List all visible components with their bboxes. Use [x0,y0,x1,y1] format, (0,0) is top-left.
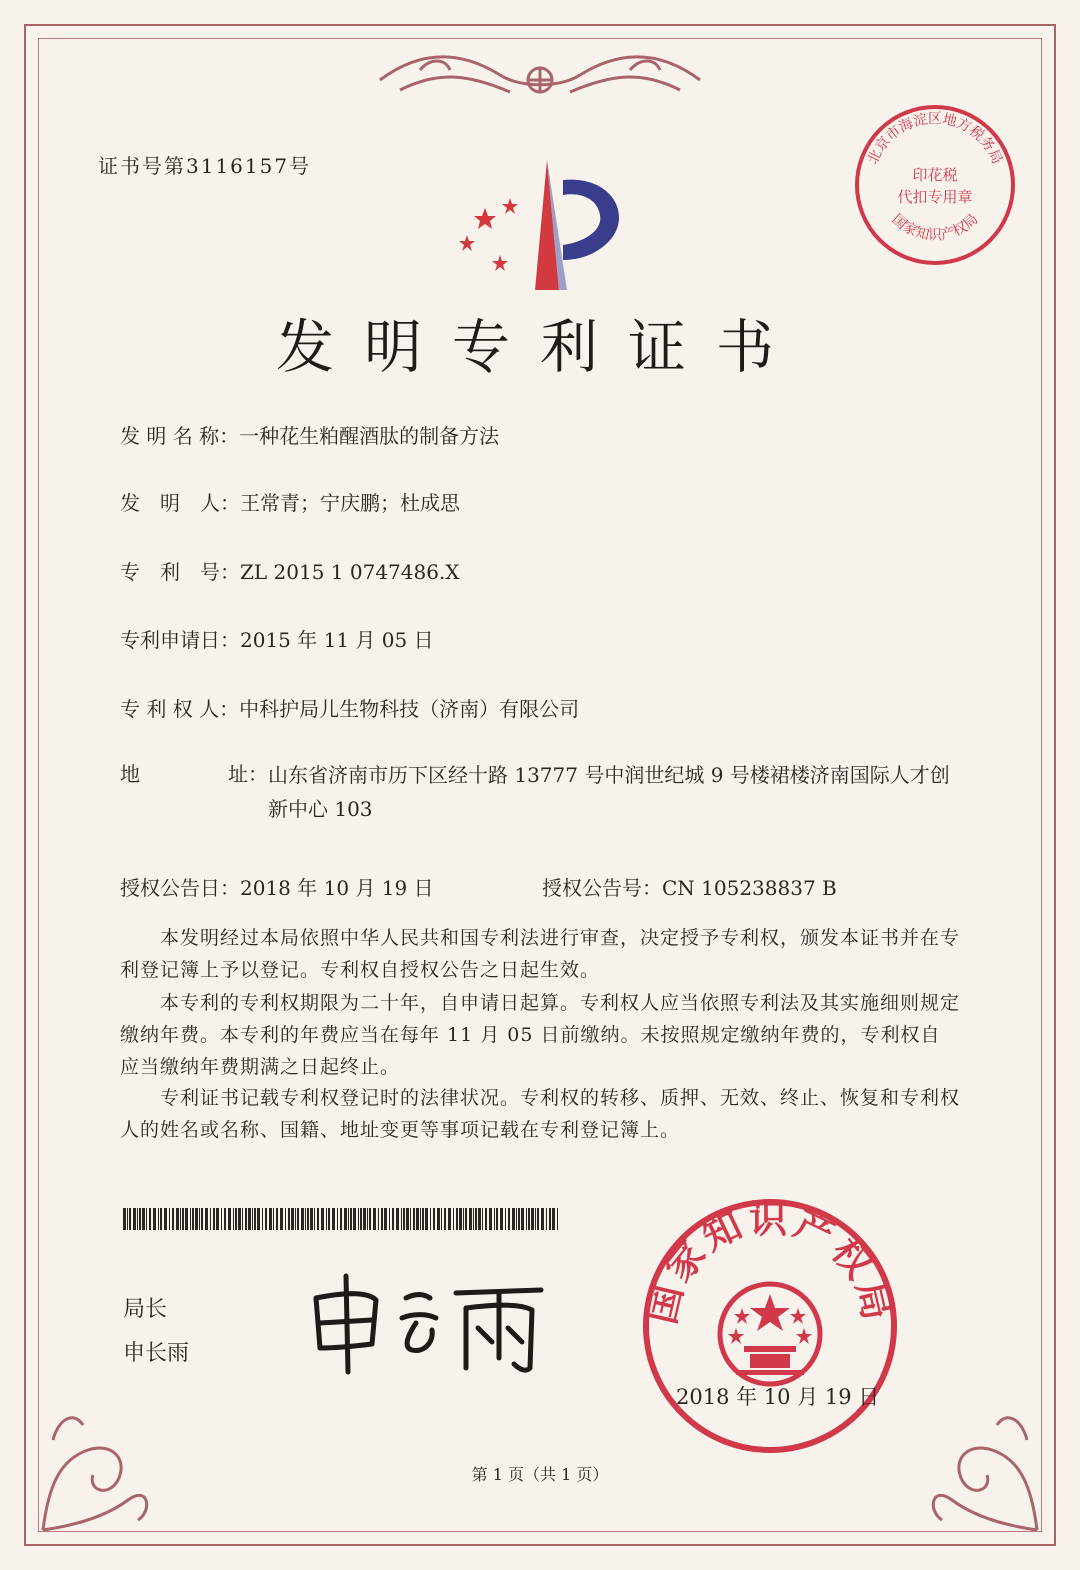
inventors-row [120,487,460,516]
tax-stamp-seal-icon [850,100,1020,270]
barcode-bar [384,1208,387,1230]
barcode-bar [541,1208,544,1230]
barcode-bar [437,1208,440,1230]
barcode-bar [185,1208,188,1230]
barcode-bar [337,1208,338,1230]
barcode-bar [142,1208,145,1230]
barcode-bar [401,1208,402,1230]
barcode-bar [238,1208,241,1230]
svg-text:国家知识产权局: 国家知识产权局 [888,211,982,244]
barcode-bar [129,1208,131,1230]
barcode-bar [180,1208,181,1230]
barcode-bar [201,1208,203,1230]
state-ip-office-seal-icon [640,1196,900,1456]
barcode-bar [463,1208,464,1230]
patentee-label: 专 利 权 人： [120,697,240,721]
barcode-bar [314,1208,315,1230]
barcode-bar [546,1208,547,1230]
notice-paragraph-3: 专利证书记载专利权登记时的法律状况。专利权的转移、质押、无效、终止、恢复和专利权人的姓名或名称、国籍、地址变更等事项记载在专利登记簿上。 [120,1087,961,1141]
barcode-bar [348,1208,349,1230]
application-date-row [120,624,434,653]
svg-text:印花税: 印花税 [912,166,958,184]
barcode-bar [257,1208,260,1230]
patent-office-logo-icon [455,160,625,290]
barcode-bar [295,1208,296,1230]
invention-name-label: 发 明 名 称： [120,424,240,448]
patent-number-value: ZL 2015 1 0747486.X [240,560,460,584]
barcode-bar [528,1208,530,1230]
barcode-bar [353,1208,356,1230]
barcode-bar [363,1208,366,1230]
svg-text:北京市海淀区地方税务局: 北京市海淀区地方税务局 [865,110,1005,167]
notice-paragraph-2: 本专利的专利权期限为二十年，自申请日起算。专利权人应当依照专利法及其实施细则规定缴纳年费。本专利的年费应当在每年 11 月 05 日前缴纳。未按照规定缴纳年费的，专利权自应当缴纳年费期满之日起终止。 [120,992,961,1078]
barcode-bar [235,1208,237,1230]
barcode-bar [518,1208,520,1230]
barcode-bar [444,1208,446,1230]
barcode-bar [473,1208,474,1230]
barcode-bar [406,1208,409,1230]
barcode-bar [489,1208,492,1230]
barcode-bar [521,1208,524,1230]
barcode-bar [195,1208,198,1230]
barcode-bar [367,1208,368,1230]
certificate-number: 证书号第3116157号 [98,154,312,178]
barcode-bar [441,1208,442,1230]
inventors-value: 王常青；宁庆鹏；杜成思 [240,491,460,515]
barcode-bar [190,1208,191,1230]
barcode-bar [516,1208,517,1230]
barcode-bar [307,1208,309,1230]
application-date-label: 专利申请日： [120,628,240,652]
inventors-label: 发 明 人： [120,491,240,515]
invention-name-row [120,420,499,449]
barcode-bar [297,1208,299,1230]
barcode-bar [535,1208,536,1230]
state-emblem-icon [720,1284,820,1384]
barcode-bar [133,1208,136,1230]
grant-date-row [120,872,434,901]
barcode-bar [139,1208,141,1230]
address-value: 山东省济南市历下区经十路 13777 号中润世纪城 9 号楼裙楼济南国际人才创新中心 103 [268,763,950,821]
barcode-bar [465,1208,467,1230]
barcode-bar [301,1208,304,1230]
barcode-bar [396,1208,399,1230]
barcode-bar [233,1208,234,1230]
barcode-bar [273,1208,274,1230]
barcode-bar [373,1208,376,1230]
svg-text:国家知识产权局: 国家知识产权局 [640,1197,900,1328]
grant-date-value: 2018 年 10 月 19 日 [240,876,434,900]
patent-number-row [120,556,460,585]
application-date-value: 2015 年 11 月 05 日 [240,628,434,652]
barcode-bar [549,1208,551,1230]
seal-date: 2018 年 10 月 19 日 [676,1385,880,1409]
barcode-bar [149,1208,151,1230]
barcode-bar [496,1208,498,1230]
signatory-name: 申长雨 [123,1341,190,1366]
barcode-bar [288,1208,290,1230]
grant-number-value: CN 105238837 B [662,876,837,900]
barcode-bar [228,1208,231,1230]
barcode-bar [317,1208,319,1230]
barcode-bar [360,1208,362,1230]
barcode-bar [420,1208,421,1230]
barcode-bar [224,1208,226,1230]
patentee-row [120,693,579,722]
barcode-bar [332,1208,335,1230]
barcode-bar [262,1208,263,1230]
barcode-bar [358,1208,359,1230]
invention-name-value: 一种花生粕醒酒肽的制备方法 [239,424,500,448]
barcode-bar [216,1208,219,1230]
barcode-bar [433,1208,435,1230]
barcode-bar [453,1208,454,1230]
barcode-bar [210,1208,211,1230]
corner-ornament-icon [28,1380,168,1540]
barcode-bar [280,1208,283,1230]
barcode-bar [430,1208,431,1230]
grant-date-label: 授权公告日： [120,876,240,900]
barcode-bar [221,1208,222,1230]
barcode-bar [137,1208,138,1230]
barcode-bar [475,1208,477,1230]
barcode-bar [213,1208,215,1230]
barcode-bar [265,1208,267,1230]
barcode-bar [389,1208,390,1230]
barcode-bar [378,1208,379,1230]
barcode-bar [500,1208,503,1230]
grant-number-row [542,872,837,901]
barcode-bar [310,1208,313,1230]
barcode-bar [478,1208,481,1230]
barcode-bar [172,1208,174,1230]
barcode-bar [328,1208,330,1230]
barcode-bar [199,1208,200,1230]
barcode-bar [242,1208,243,1230]
barcode-bar [248,1208,251,1230]
barcode-bar [456,1208,458,1230]
barcode-bar [340,1208,342,1230]
barcode-bar [557,1208,558,1230]
barcode-bar [413,1208,415,1230]
barcode-bar [291,1208,294,1230]
signatory-title: 局长 [123,1297,168,1322]
address-label-1: 地 [120,762,140,786]
barcode-bar [344,1208,347,1230]
barcode-bar [252,1208,253,1230]
grant-number-label: 授权公告号： [542,876,662,900]
barcode-bar [321,1208,324,1230]
barcode-bar [160,1208,162,1230]
corner-ornament-icon [912,1380,1052,1540]
barcode-bar [448,1208,451,1230]
address-label-2: 址： [228,762,268,786]
barcode-bar [416,1208,419,1230]
barcode-icon [123,1208,563,1230]
barcode-bar [176,1208,179,1230]
barcode-bar [403,1208,405,1230]
barcode-bar [531,1208,534,1230]
barcode-bar [205,1208,208,1230]
barcode-bar [326,1208,327,1230]
svg-text:代扣专用章: 代扣专用章 [897,188,973,206]
barcode-bar [153,1208,156,1230]
barcode-bar [350,1208,352,1230]
barcode-bar [182,1208,184,1230]
barcode-bar [127,1208,128,1230]
barcode-bar [482,1208,483,1230]
barcode-bar [169,1208,170,1230]
barcode-bar [410,1208,411,1230]
barcode-bar [285,1208,286,1230]
barcode-bar [146,1208,147,1230]
barcode-bar [392,1208,394,1230]
barcode-bar [552,1208,555,1230]
patent-number-label: 专 利 号： [120,560,240,584]
barcode-bar [245,1208,247,1230]
patentee-value: 中科护局儿生物科技（济南）有限公司 [239,697,580,721]
address-row [120,758,968,826]
barcode-bar [485,1208,487,1230]
barcode-bar [505,1208,506,1230]
barcode-bar [164,1208,167,1230]
notice-paragraph-1: 本发明经过本局依照中华人民共和国专利法进行审查，决定授予专利权，颁发本证书并在专利登记簿上予以登记。专利权自授权公告之日起生效。 [120,927,961,981]
handwritten-signature-icon [306,1268,556,1378]
barcode-bar [381,1208,383,1230]
top-ornament-icon [360,40,720,110]
barcode-bar [123,1208,126,1230]
barcode-bar [422,1208,424,1230]
barcode-bar [425,1208,428,1230]
barcode-bar [537,1208,539,1230]
barcode-bar [305,1208,306,1230]
barcode-bar [269,1208,272,1230]
barcode-bar [512,1208,515,1230]
certificate-title: 发明专利证书 [275,313,804,381]
barcode-bar [158,1208,159,1230]
barcode-bar [192,1208,194,1230]
barcode-bar [369,1208,371,1230]
barcode-bar [508,1208,510,1230]
barcode-bar [254,1208,256,1230]
barcode-bar [526,1208,527,1230]
barcode-bar [459,1208,462,1230]
barcode-bar [494,1208,495,1230]
page-number: 第 1 页（共 1 页） [471,1465,609,1484]
barcode-bar [469,1208,472,1230]
barcode-bar [276,1208,278,1230]
